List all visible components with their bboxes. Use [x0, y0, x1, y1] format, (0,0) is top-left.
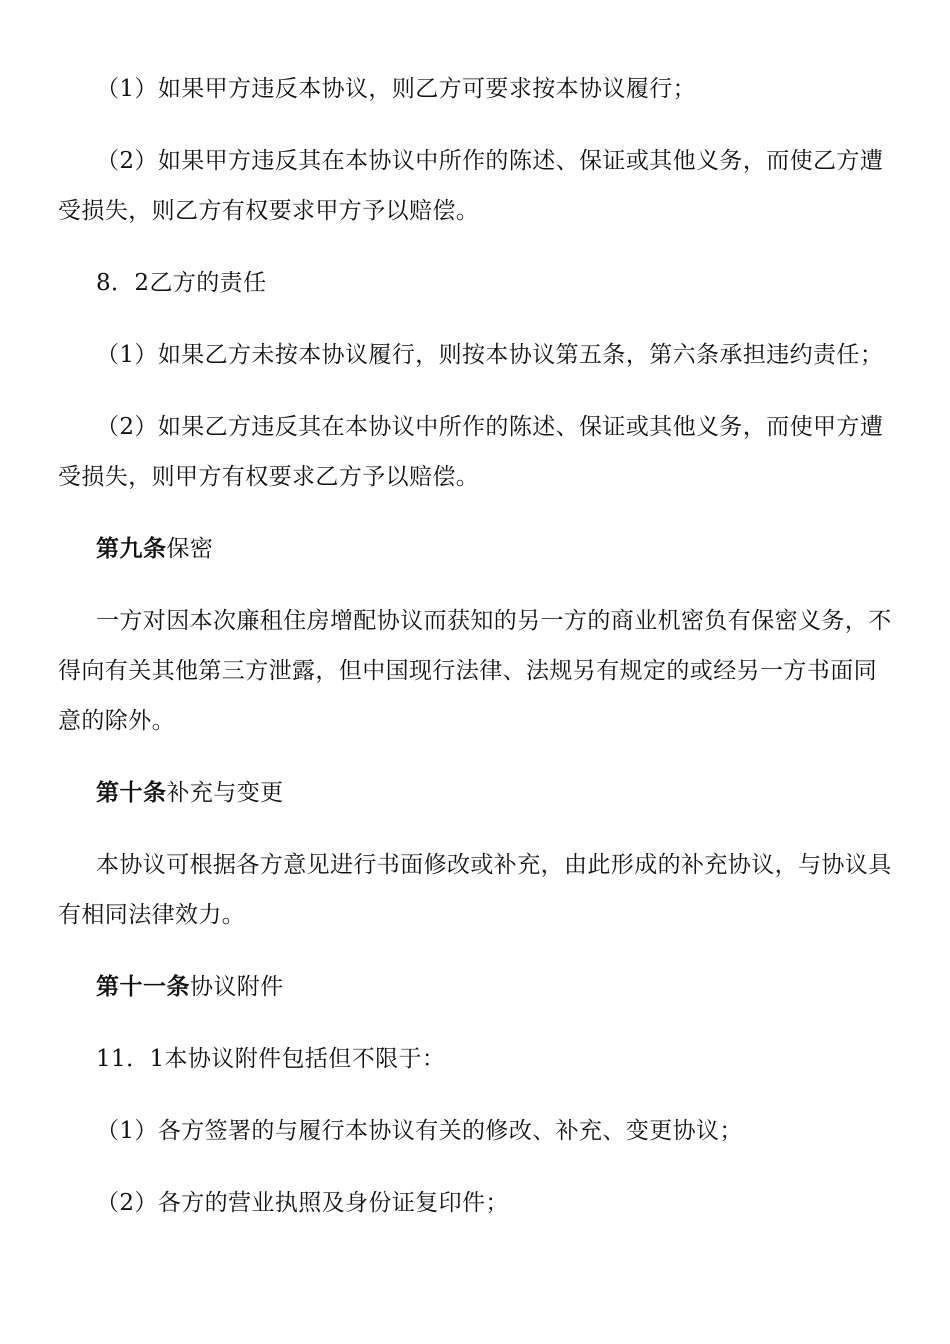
article-10-body: 本协议可根据各方意见进行书面修改或补充，由此形成的补充协议，与协议具有相同法律效力。: [58, 852, 892, 928]
article-10-title: 补充与变更: [166, 780, 284, 806]
article-10-heading: [58, 768, 893, 818]
article-11-heading: [58, 962, 893, 1012]
article-9-heading: [58, 524, 893, 574]
paragraph-8-1-2: （2）如果甲方违反其在本协议中所作的陈述、保证或其他义务，而使乙方遭受损失，则乙方有权要求甲方予以赔偿。: [58, 148, 884, 224]
paragraph-11-1-2: （2）各方的营业执照及身份证复印件；: [96, 1190, 509, 1216]
paragraph-8-1-1: （1）如果甲方违反本协议，则乙方可要求按本协议履行；: [96, 76, 697, 102]
article-11-title: 协议附件: [190, 974, 284, 1000]
article-10-number: 第十条: [96, 780, 167, 806]
article-9-title: 保密: [166, 536, 214, 562]
article-9-body: 一方对因本次廉租住房增配协议而获知的另一方的商业机密负有保密义务，不得向有关其他第三方泄露，但中国现行法律、法规另有规定的或经另一方书面同意的除外。: [58, 608, 892, 734]
paragraph-11-1-1: （1）各方签署的与履行本协议有关的修改、补充、变更协议；: [96, 1118, 743, 1144]
article-9-number: 第九条: [96, 536, 167, 562]
paragraph-8-2-1: （1）如果乙方未按本协议履行，则按本协议第五条，第六条承担违约责任；: [96, 342, 884, 368]
paragraph-8-2-2: （2）如果乙方违反其在本协议中所作的陈述、保证或其他义务，而使甲方遭受损失，则甲方有权要求乙方予以赔偿。: [58, 414, 884, 490]
article-11-number: 第十一条: [96, 974, 190, 1000]
section-11-1-title: 11．1本协议附件包括但不限于：: [96, 1046, 446, 1072]
section-8-2-title: 8．2乙方的责任: [96, 270, 267, 296]
